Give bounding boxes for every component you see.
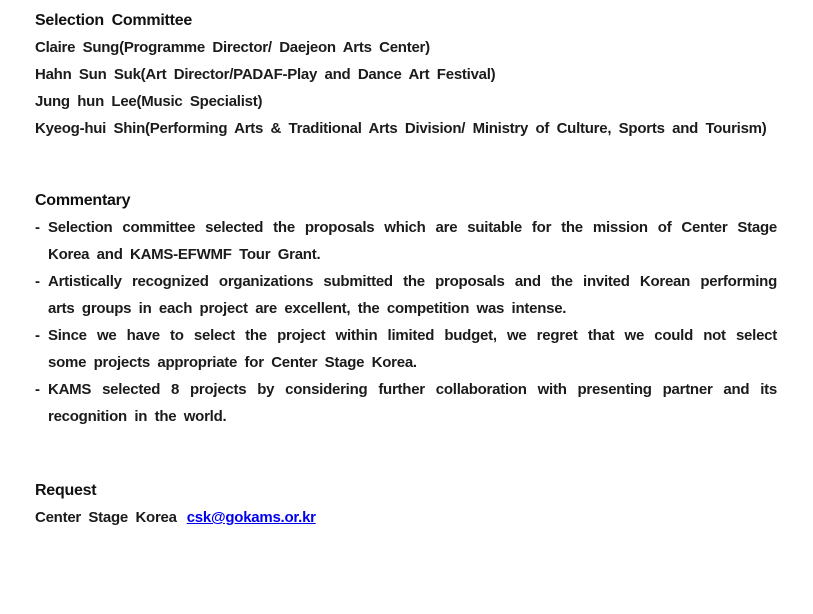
request-contact-label: Center Stage Korea [35, 509, 177, 526]
commentary-bullet-4 [35, 376, 777, 430]
committee-member-jung-hun-lee: Jung hun Lee(Music Specialist) [35, 93, 263, 110]
commentary-bullet-2-text: Artistically recognized organizations submitted the proposals and the invited Korean performing arts groups in each project are excellent, the competition was intense. [48, 273, 777, 317]
request-heading: Request [35, 482, 97, 499]
committee-member-hahn-sun-suk: Hahn Sun Suk(Art Director/PADAF-Play and Dance Art Festival) [35, 66, 496, 83]
commentary-heading: Commentary [35, 192, 131, 209]
section-commentary [35, 187, 777, 430]
bullet-dash-icon: - [35, 381, 40, 398]
section-request [35, 477, 777, 531]
commentary-bullet-3 [35, 322, 777, 376]
bullet-dash-icon: - [35, 219, 40, 236]
commentary-bullet-3-text: Since we have to select the project within limited budget, we regret that we could not select some projects appropriate for Center Stage Korea. [48, 327, 777, 371]
commentary-bullet-4-text: KAMS selected 8 projects by considering further collaboration with presenting partner and its recognition in the world. [48, 381, 777, 425]
bullet-dash-icon: - [35, 327, 40, 344]
selection-committee-heading: Selection Committee [35, 12, 193, 29]
commentary-bullet-1-text: Selection committee selected the proposals which are suitable for the mission of Center Stage Korea and KAMS-EFWMF Tour Grant. [48, 219, 777, 263]
committee-member-claire-sung: Claire Sung(Programme Director/ Daejeon Arts Center) [35, 39, 430, 56]
bullet-dash-icon: - [35, 273, 40, 290]
section-selection-committee [35, 7, 777, 142]
commentary-bullet-2 [35, 268, 777, 322]
committee-member-kyeog-hui-shin: Kyeog-hui Shin(Performing Arts & Traditional Arts Division/ Ministry of Culture, Sports and Tourism) [35, 120, 767, 137]
request-contact-line [35, 504, 777, 531]
email-link[interactable]: csk@gokams.or.kr [186, 509, 316, 526]
commentary-bullet-1 [35, 214, 777, 268]
